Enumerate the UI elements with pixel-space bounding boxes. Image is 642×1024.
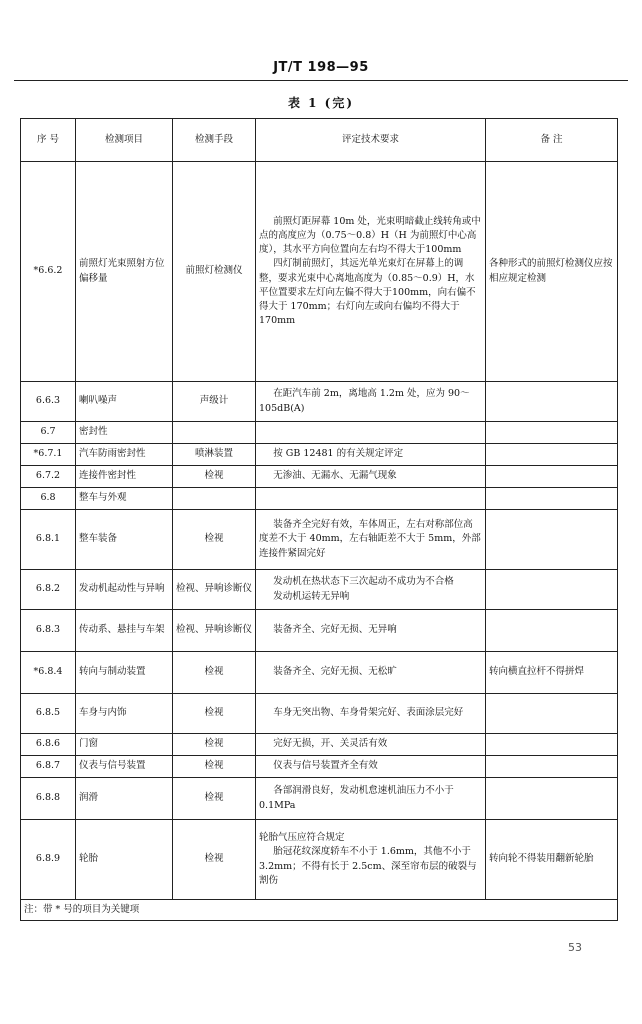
requirement-paragraph: 胎冠花纹深度轿车不小于 1.6mm，其他不小于 3.2mm；不得有长于 2.5cm、深至帘布层的破裂与割伤 [259, 846, 477, 886]
row-number: 6.8.2 [21, 570, 76, 610]
row-note [486, 382, 618, 422]
requirement-paragraph: 装备齐全、完好无损、无松旷 [273, 666, 397, 678]
row-number: 6.8.1 [21, 510, 76, 570]
row-note [486, 778, 618, 820]
row-requirement [256, 734, 486, 756]
requirement-paragraph: 装备齐全、完好无损、无异响 [273, 624, 397, 636]
inspection-table [20, 118, 618, 921]
row-requirement [256, 610, 486, 652]
row-note [486, 488, 618, 510]
table-footnote: 注：带 * 号的项目为关键项 [21, 900, 618, 921]
table-row [21, 734, 618, 756]
table-row [21, 694, 618, 734]
requirement-paragraph: 四灯制前照灯，其远光单光束灯在屏幕上的调整，要求光束中心离地高度为（0.85～0.9）H，水平位置要求左灯向左偏不得大于100mm，向右偏不得大于 170mm；右灯向左或向右偏均不得大于 170mm [259, 258, 476, 327]
row-method: 检视、异响诊断仪 [173, 570, 256, 610]
row-note: 转向横直拉杆不得拼焊 [486, 652, 618, 694]
requirement-paragraph: 前照灯距屏幕 10m 处，光束明暗截止线转角或中点的高度应为（0.75～0.8）H（H 为前照灯中心高度），其水平方向位置向左右均不得大于100mm [259, 215, 481, 255]
requirement-paragraph: 无渗油、无漏水、无漏气现象 [273, 470, 397, 482]
row-item: 整车装备 [76, 510, 173, 570]
row-method [173, 422, 256, 444]
row-requirement [256, 488, 486, 510]
row-item: 发动机起动性与异响 [76, 570, 173, 610]
requirement-paragraph: 各部润滑良好，发动机怠速机油压力不小于0.1MPa [259, 785, 454, 811]
table-header-row [21, 119, 618, 162]
row-method: 声级计 [173, 382, 256, 422]
page-number: 53 [568, 941, 582, 954]
table-row [21, 820, 618, 900]
table-row [21, 756, 618, 778]
requirement-paragraph: 完好无损，开、关灵活有效 [273, 738, 388, 750]
footnote-row [21, 900, 618, 921]
row-number: 6.8.6 [21, 734, 76, 756]
row-note [486, 570, 618, 610]
requirement-paragraph: 装备齐全完好有效，车体周正，左右对称部位高度差不大于 40mm，左右轴距差不大于 5mm，外部连接件紧固完好 [259, 519, 481, 559]
row-number: 6.8.5 [21, 694, 76, 734]
row-note [486, 734, 618, 756]
row-method [173, 488, 256, 510]
requirement-paragraph: 按 GB 12481 的有关规定评定 [273, 448, 404, 460]
row-method: 检视 [173, 756, 256, 778]
table-row [21, 570, 618, 610]
row-note: 各种形式的前照灯检测仪应按相应规定检测 [486, 162, 618, 382]
requirement-paragraph: 轮胎气压应符合规定 [259, 832, 345, 843]
column-header-requirement: 评定技术要求 [256, 119, 486, 162]
row-item: 车身与内饰 [76, 694, 173, 734]
row-item: 门窗 [76, 734, 173, 756]
column-header-note: 备 注 [486, 119, 618, 162]
row-number: 6.7.2 [21, 466, 76, 488]
requirement-paragraph: 车身无突出物、车身骨架完好、表面涂层完好 [273, 707, 464, 719]
table-row [21, 488, 618, 510]
table-row [21, 382, 618, 422]
column-header-method: 检测手段 [173, 119, 256, 162]
column-header-item: 检测项目 [76, 119, 173, 162]
header-divider [14, 80, 628, 81]
row-number: 6.8.7 [21, 756, 76, 778]
row-number: 6.8.9 [21, 820, 76, 900]
row-number: 6.8 [21, 488, 76, 510]
column-header-no: 序 号 [21, 119, 76, 162]
row-note [486, 610, 618, 652]
row-requirement [256, 820, 486, 900]
table-row [21, 510, 618, 570]
row-method: 检视 [173, 694, 256, 734]
row-note: 转向轮不得装用翻新轮胎 [486, 820, 618, 900]
table-row [21, 652, 618, 694]
row-note [486, 444, 618, 466]
row-item: 密封性 [76, 422, 173, 444]
row-number: 6.7 [21, 422, 76, 444]
row-item: 润滑 [76, 778, 173, 820]
row-requirement [256, 444, 486, 466]
table-row [21, 444, 618, 466]
row-number: *6.7.1 [21, 444, 76, 466]
row-requirement [256, 382, 486, 422]
row-requirement [256, 510, 486, 570]
row-requirement [256, 694, 486, 734]
row-item: 喇叭噪声 [76, 382, 173, 422]
row-method: 检视 [173, 652, 256, 694]
row-note [486, 422, 618, 444]
table-caption: 表 1 (完) [287, 96, 355, 110]
row-number: 6.8.3 [21, 610, 76, 652]
row-requirement [256, 756, 486, 778]
row-method: 前照灯检测仪 [173, 162, 256, 382]
row-method: 检视 [173, 466, 256, 488]
row-note [486, 510, 618, 570]
row-number: *6.6.2 [21, 162, 76, 382]
table-row [21, 610, 618, 652]
row-method: 检视 [173, 778, 256, 820]
row-item: 前照灯光束照射方位偏移量 [76, 162, 173, 382]
table-row [21, 466, 618, 488]
row-note [486, 756, 618, 778]
row-number: 6.8.8 [21, 778, 76, 820]
requirement-paragraph: 在距汽车前 2m，离地高 1.2m 处，应为 90～105dB(A) [259, 388, 470, 414]
row-requirement [256, 570, 486, 610]
row-item: 连接件密封性 [76, 466, 173, 488]
row-method: 检视 [173, 510, 256, 570]
row-requirement [256, 422, 486, 444]
row-item: 传动系、悬挂与车架 [76, 610, 173, 652]
row-item: 轮胎 [76, 820, 173, 900]
row-item: 仪表与信号装置 [76, 756, 173, 778]
row-requirement [256, 466, 486, 488]
row-requirement [256, 652, 486, 694]
requirement-paragraph: 发动机运转无异响 [273, 590, 350, 602]
row-method: 检视、异响诊断仪 [173, 610, 256, 652]
table-row [21, 422, 618, 444]
row-item: 汽车防雨密封性 [76, 444, 173, 466]
requirement-paragraph: 仪表与信号装置齐全有效 [273, 760, 378, 772]
row-method: 检视 [173, 734, 256, 756]
row-requirement [256, 162, 486, 382]
row-item: 整车与外观 [76, 488, 173, 510]
row-method: 喷淋装置 [173, 444, 256, 466]
row-number: 6.6.3 [21, 382, 76, 422]
row-note [486, 466, 618, 488]
requirement-paragraph: 发动机在热状态下三次起动不成功为不合格 [273, 576, 454, 588]
row-item: 转向与制动装置 [76, 652, 173, 694]
table-row [21, 162, 618, 382]
document-header: JT/T 198—95 [273, 60, 369, 75]
row-note [486, 694, 618, 734]
row-method: 检视 [173, 820, 256, 900]
row-requirement [256, 778, 486, 820]
table-row [21, 778, 618, 820]
row-number: *6.8.4 [21, 652, 76, 694]
